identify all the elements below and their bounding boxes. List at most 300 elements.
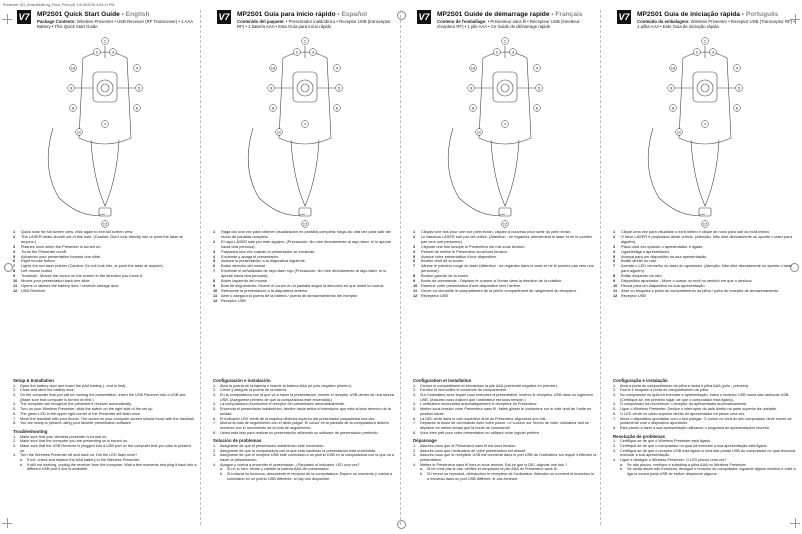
step-text: The green LED in the upper right corner of the Presenter will flash once. [20, 411, 141, 416]
part-number: 9 [413, 278, 416, 284]
step-number: 4. [413, 462, 417, 467]
list-item [413, 393, 597, 402]
svg-text:10: 10 [270, 65, 276, 71]
step-text: Fermez et verrouillez le couvercle du compartiment. [420, 388, 508, 393]
step-number: 4. [613, 402, 617, 407]
part-description: Quick slow for full screen view, click again to exit full screen view [21, 229, 133, 234]
svg-text:8: 8 [271, 105, 275, 111]
step-text: If still not working, unplug the receiver from the computer. Wait a few moments and plug it back into a different USB port if one is available. [27, 462, 197, 472]
setup-section [413, 378, 597, 482]
svg-text:11: 11 [76, 129, 82, 135]
list-item [613, 417, 797, 426]
step-number: b. [420, 472, 424, 477]
step-number: 3. [213, 393, 217, 397]
guide-title: MP2S01 Guia de iniciação rápida - [637, 11, 745, 18]
step-text: Certifique-se de que o receptor USB está ligado a uma das portas USB do computador no qual tenciona executar a sua apresentação. [620, 448, 796, 458]
step-number: 5. [13, 407, 17, 412]
callout-11 [76, 129, 83, 136]
part-number: 4 [413, 248, 416, 254]
step-text: Usted está listo para realizar su presentación utilizando su software de presentación preferido. [220, 430, 379, 435]
step-text: Asegúrese de que el presentador inalámbrico esté encendido. [220, 443, 325, 448]
part-number: 5 [213, 258, 216, 264]
step-number: 8. [213, 430, 217, 435]
step-text: O computador irá reconhecer o receptor do apresentador automaticamente. [620, 402, 748, 407]
svg-text:9: 9 [69, 85, 73, 91]
callout-11 [276, 129, 283, 136]
part-number: 10 [213, 287, 218, 293]
presenter-tail [291, 140, 319, 206]
step-number: 1. [613, 383, 617, 388]
step-text: Asegúrese de que la computadora con la que está haciendo la presentación esté encendida. [220, 448, 376, 453]
step-text: Ligue e desligue o Wireless Presenter. O LED piscou uma vez? [620, 458, 727, 463]
part-description: Receptor USB [621, 292, 646, 298]
presenter-top-panel [293, 72, 317, 102]
part-number: 2 [413, 233, 416, 239]
setup-section [213, 378, 397, 482]
part-description: USB Receiver [21, 287, 46, 293]
part-number: 12 [413, 292, 418, 298]
package-contents-label: Package Contents: [37, 19, 76, 24]
part-description: Haga clic una vez para obtener visualización en pantalla completa; haga clic otra vez para salir del modo de pantalla completa [221, 229, 391, 239]
list-item [413, 453, 597, 462]
part-number: 12 [13, 287, 18, 293]
callout-8 [470, 105, 477, 112]
troubleshooting-heading: Dépannage [413, 438, 437, 444]
callout-12 [702, 221, 709, 228]
step-text: Abra a porta do compartimento da pilha e insira a pilha AAA (pólo - primeiro). [620, 383, 750, 388]
registration-mark [4, 263, 13, 272]
part-description: El rayo LÁSER sale por este agujero. (Precaución: No mire directamente al rayo láser, ni lo apunte hacia otra persona). [221, 238, 391, 249]
part-number: 8 [613, 273, 616, 279]
troubleshooting-heading: Solución de problemas [213, 438, 262, 444]
part-description: Boule de commande - Déplace le curseur à l'écran dans la direction de la rotation. [421, 278, 563, 284]
callout-2 [694, 49, 701, 56]
part-description: Advances your presentation forward one slide. [21, 253, 102, 259]
step-text: Move the trackball with your thumb. The cursor on your computer screen should move with the trackball. [20, 416, 195, 421]
step-text: Si l'erreur se reproduit, débranchez le récepteur de l'ordinateur. Attendez un moment et branchez-le à nouveau dans un port USB différent, le cas échéant. [427, 472, 595, 481]
svg-text:3: 3 [711, 49, 715, 55]
step-text: Certifique-se de que o Wireless Presenter está ligado. [620, 439, 711, 444]
svg-text:9: 9 [269, 85, 273, 91]
print-header: Presenter QG_AmeriMultiLng_Final_Print.pdf 1 8/19/2016 4:05:11 PM [3, 3, 115, 7]
part-description: Abre ou bloqueia a porta do compartimento da pilha / porta do receptor de armazenamento. [621, 287, 780, 293]
callout-10 [470, 65, 477, 72]
presenter-diagram [13, 28, 197, 228]
presenter-tail [91, 140, 119, 206]
svg-text:5: 5 [737, 85, 741, 91]
callout-9 [268, 85, 275, 92]
svg-text:1: 1 [103, 38, 107, 44]
list-item [413, 431, 597, 436]
list-item [413, 407, 597, 416]
svg-text:1: 1 [703, 38, 707, 44]
step-text: Mova o dispositivo apontador com o seu polegar. O cursor no ecrã do seu computador deve mover-se juntamente com o dispositivo apontador. [620, 416, 792, 426]
part-number: 11 [613, 287, 618, 293]
package-contents-text: • Presentador inalámbrico • Receptor USB (transceptor RF) • 1 batería AAA • Esta Guía para inicio rápido [237, 19, 391, 30]
part-description: Le faisceau LASER sort par cet orifice. (Attention : ne regardez directement le laser et ne le pointez pas vers une personne). [421, 233, 593, 244]
step-number: 3. [413, 393, 417, 397]
svg-text:3: 3 [111, 49, 115, 55]
callout-3 [110, 49, 117, 56]
step-text: Se não piscou, verifique e substitua a pilha AAA no Wireless Presenter. [627, 462, 747, 467]
step-number: 3. [613, 448, 617, 453]
part-description: Avance votre présentation d'une diapositive. [421, 253, 498, 259]
part-description: Dispositivo apontador - Move o cursor no ecrã no sentido em que o desloca. [621, 278, 753, 284]
step-text: If not, check and replace the AAA battery in the Wireless Presenter. [27, 458, 140, 463]
part-number: 12 [213, 297, 218, 303]
svg-text:4: 4 [535, 65, 539, 71]
step-number: 3. [213, 453, 217, 458]
part-number: 7 [613, 263, 616, 269]
step-text: Turn on your Wireless Presenter; slide the switch on the right side of the set up. [20, 407, 154, 412]
part-description: Botão direito do rato. [621, 258, 658, 264]
part-description: Ouvre ou verrouille le compartiment de la pile/le compartiment de rangement du récepteur. [421, 287, 577, 293]
step-text: Abra la puerta de la batería e inserte la batería AAA (el polo negativo primero). [220, 383, 352, 388]
step-number: 4. [413, 402, 417, 407]
callout-8 [670, 105, 677, 112]
step-text: Está pronto a fazer a sua apresentação utilizando o programa de apresentações favorito. [620, 425, 770, 430]
part-description: Botão esquerdo do rato. [621, 273, 663, 279]
part-number: 6 [413, 258, 416, 264]
part-description: Avanza la presentación a la diapositiva siguiente. [221, 258, 306, 264]
svg-text:4: 4 [335, 65, 339, 71]
usb-receiver-cable [648, 128, 705, 215]
svg-text:12: 12 [502, 221, 508, 227]
v7-logo: V7 [18, 12, 30, 22]
callout-9 [68, 85, 75, 92]
part-description: Récepteur USB [421, 292, 449, 298]
part-number: 2 [613, 233, 616, 239]
step-number: b. [220, 472, 224, 477]
step-number: 3. [613, 393, 617, 397]
step-number: a. [620, 462, 624, 467]
presenter-top-panel [493, 72, 517, 102]
part-description: Retrocede la presentación a la diapositiva anterior. [221, 287, 309, 293]
step-text: Open the battery door and insert the AAA battery (- end in first). [20, 383, 127, 388]
step-number: 1. [213, 383, 217, 388]
svg-text:8: 8 [71, 105, 75, 111]
part-description: Clique uma vez para visualizar o ecrã inteiro e clique de novo para sair do ecrã inteiro. [621, 229, 771, 234]
list-item [613, 393, 797, 402]
svg-text:3: 3 [311, 49, 315, 55]
step-number: 2. [413, 388, 417, 393]
v7-logo: V7 [618, 12, 630, 22]
svg-text:12: 12 [702, 221, 708, 227]
step-number: 2. [13, 439, 17, 444]
svg-text:4: 4 [135, 65, 139, 71]
step-text: Assurez-vous que l'ordinateur de votre présentation est allumé. [420, 448, 527, 453]
callout-4 [334, 65, 341, 72]
callout-2 [94, 49, 101, 56]
step-number: 1. [413, 443, 417, 448]
step-number: a. [220, 467, 224, 472]
part-number: 8 [13, 268, 16, 274]
svg-text:5: 5 [337, 85, 341, 91]
step-number: 1. [13, 383, 17, 388]
callout-7 [102, 121, 109, 128]
parts-list [213, 230, 397, 304]
list-item [13, 444, 197, 453]
part-description: Permet de mettre le Présenteur sous/hors tension. [421, 248, 508, 254]
list-item [413, 294, 597, 299]
step-text: La computadora reconocerá el receptor del presentador automáticamente. [220, 402, 346, 407]
package-contents-text: • Présenteur sans fil • Récepteur USB (émetteur-récepteur RF) • 1 pile AAA • Ce Guide de démarrage rapide [437, 19, 581, 30]
callout-4 [134, 65, 141, 72]
part-description: Liga/desliga o apresentador. [621, 248, 670, 254]
usb-receiver-cable [48, 128, 105, 215]
callout-11 [476, 129, 483, 136]
callout-11 [676, 129, 683, 136]
svg-text:11: 11 [476, 129, 482, 135]
step-text: Ligue o Wireless Presenter. Deslize o interruptor do lado direito na parte superior da unidade. [620, 407, 778, 412]
guide-column-portugues [613, 10, 797, 525]
guide-column-francais [413, 10, 597, 525]
step-number: 1. [213, 443, 217, 448]
guide-column-espanol [213, 10, 397, 525]
part-description: Opens or latches the battery door / receiver storage door [21, 282, 119, 288]
setup-section [613, 378, 797, 477]
callout-12 [102, 221, 109, 228]
trackball-icon [497, 80, 513, 96]
setup-heading: Setup & Installation [13, 378, 54, 383]
part-description: Right mouse button [21, 258, 55, 264]
step-number: 3. [13, 393, 17, 397]
svg-text:8: 8 [671, 105, 675, 111]
svg-text:8: 8 [471, 105, 475, 111]
trackball-icon [297, 80, 313, 96]
part-description: Pisca uma vez quando o apresentador é ligado. [621, 243, 704, 249]
part-number: 4 [13, 248, 16, 254]
part-description: Enciende el señalizador de rayo láser rojo (Precaución: No mire directamente al rayo láser, ni lo apunte hacia otra persona). [221, 268, 387, 279]
part-description: Moves your presentation back one slide. [21, 278, 91, 284]
part-number: 9 [13, 273, 16, 279]
list-item [413, 421, 597, 430]
callout-6 [334, 105, 341, 112]
package-contents-label: Conteúdo da embalagem: [637, 19, 690, 24]
callout-10 [270, 65, 277, 72]
list-item [13, 393, 197, 402]
step-text: Mueva la bola de seguimiento con el dedo pulgar. El cursor en la pantalla de la computadora deberá moverse con el movimiento de la bola de seguimiento. [220, 421, 389, 430]
svg-text:11: 11 [276, 129, 282, 135]
step-text: Make sure that the computer you are presenting on is turned on. [20, 439, 129, 444]
callout-3 [310, 49, 317, 56]
list-item [213, 407, 397, 416]
fold-line [400, 10, 401, 525]
part-number: 7 [213, 268, 216, 274]
part-description: Abre o asegura la puerta de la batería / puerta de almacenamiento del receptor [221, 292, 358, 298]
callout-4 [534, 65, 541, 72]
step-text: Make sure that the USB Receiver is plugged into a USB port on the computer that you plan to present on. [20, 443, 191, 453]
language-label: English [123, 11, 150, 18]
callout-1 [502, 38, 509, 45]
callout-8 [70, 105, 77, 112]
svg-text:4: 4 [735, 65, 739, 71]
part-number: 2 [213, 238, 216, 244]
list-item [613, 426, 797, 431]
part-description: The LASER beam shoots out of this hole. (Caution: Don't look directly into or point the laser at anyone.) [21, 233, 183, 244]
svg-text:6: 6 [335, 105, 339, 111]
part-description: Receptor USB [221, 297, 246, 303]
trackball-icon [697, 80, 713, 96]
guide-title: MP2S01 Guía para inicio rápido - [237, 11, 340, 18]
callout-9 [668, 85, 675, 92]
step-number: 4. [613, 458, 617, 463]
setup-heading: Configuración e instalación [213, 378, 271, 383]
step-number: b. [620, 467, 624, 472]
list-item [13, 421, 197, 426]
callout-12 [302, 221, 309, 228]
step-text: Apague y vuelva a encender el presentador. ¿Parpadeó el indicador LED una vez? [220, 462, 360, 467]
svg-text:6: 6 [135, 105, 139, 111]
step-text: Certifique-se de que o computador no qual irá executar a sua apresentação está ligado. [620, 443, 768, 448]
v7-logo: V7 [218, 12, 230, 22]
step-number: 5. [213, 407, 217, 412]
page-title [37, 11, 150, 18]
part-number: 6 [13, 258, 16, 264]
step-text: Si tel n'est pas le cas, vérifiez et remplacez la pile AAA du Présenteur sans fil. [427, 467, 558, 472]
step-text: L'ordinateur reconnaîtra automatiquement le récepteur du Présenteur. [420, 402, 538, 407]
part-description: Bouton gauche de la souris [421, 273, 469, 279]
step-text: Turn the Wireless Presenter off and back on. Did the LED flash once? [20, 453, 138, 458]
usb-receiver-cable [448, 128, 505, 215]
step-text: Encienda el presentador inalámbrico; deslice hacia arriba el interruptor que está al lado derecho de la unidad. [220, 407, 391, 416]
callout-10 [70, 65, 77, 72]
step-number: 3. [13, 443, 17, 448]
setup-section [13, 378, 197, 472]
part-number: 8 [213, 278, 216, 284]
parts-list [613, 230, 797, 299]
callout-12 [502, 221, 509, 228]
callout-7 [302, 121, 309, 128]
part-number: 1 [213, 229, 216, 234]
svg-text:5: 5 [537, 85, 541, 91]
step-text: Mettez le Présenteur sans fil hors et sous tension. Est-ce que la DEL clignote une fois ? [420, 462, 568, 467]
package-contents-text: Wireless Presenter • USB Receiver (RF Transceiver) • 1 AAA Battery • This Quick Start Guide [37, 19, 193, 30]
part-description: O feixe LASER é projectado deste orifício. (Atenção: Não olhe directamente ou aponte o laser para alguém). [621, 233, 792, 244]
step-number: 4. [213, 402, 217, 407]
callout-7 [502, 121, 509, 128]
step-number: 3. [413, 453, 417, 458]
parts-list [413, 230, 597, 299]
part-number: 8 [413, 273, 416, 279]
callout-9 [468, 85, 475, 92]
svg-text:12: 12 [102, 221, 108, 227]
registration-mark [397, 520, 406, 529]
part-number: 5 [613, 253, 616, 259]
part-number: 3 [13, 243, 16, 249]
part-number: 2 [13, 233, 16, 239]
step-text: El indicador LED verde de la esquina derecha superior del presentador parpadeará una vez. [220, 416, 376, 421]
part-number: 6 [613, 258, 616, 264]
step-text: Se ainda assim não funcionar, desligue o receptor do computador. Aguarde alguns minutos e volte a ligá-lo noutra porta USB se estiver disponível alguma. [627, 467, 796, 477]
svg-text:11: 11 [676, 129, 682, 135]
part-description: Parpadea una vez cuando el presentador se enciende. [221, 248, 316, 254]
guide-title: MP2S01 Quick Start Guide - [37, 11, 124, 18]
part-number: 1 [13, 229, 16, 234]
step-number: 7. [413, 421, 417, 426]
step-number: 4. [13, 402, 17, 407]
list-item [213, 453, 397, 462]
language-label: Português [744, 11, 779, 18]
step-number: 1. [413, 383, 417, 388]
step-number: 2. [413, 448, 417, 453]
part-description: Bola de seguimiento: Mueve el cursor en la pantalla según la dirección en que usted la mueva. [221, 282, 385, 288]
part-number: 10 [613, 282, 618, 288]
presenter-body [476, 52, 531, 144]
step-number: 2. [613, 443, 617, 448]
step-number: 6. [413, 416, 417, 421]
svg-text:3: 3 [511, 49, 515, 55]
troubleshooting-heading: Resolução de problemas [613, 433, 665, 439]
list-item [213, 393, 397, 402]
step-number: 2. [613, 388, 617, 393]
v7-logo: V7 [418, 12, 430, 22]
package-contents-label: Contenido del paquete: [237, 19, 285, 24]
svg-text:1: 1 [503, 38, 507, 44]
language-label: Español [339, 11, 368, 18]
parts-list [13, 230, 197, 294]
step-text: Cierre y asegure la puerta de la batería. [220, 388, 288, 393]
part-number: 7 [413, 263, 416, 269]
package-contents-label: Contenu de l'emballage: [437, 19, 487, 24]
fold-line [200, 10, 201, 525]
part-number: 11 [413, 287, 418, 293]
svg-text:10: 10 [670, 65, 676, 71]
step-text: Si no lo hizo, revise y cambie la batería AAA del presentador. [227, 467, 330, 472]
svg-text:10: 10 [470, 65, 476, 71]
part-description: Acende o LED vermelho do laser do apontador. (Atenção: Não olhe directamente ou aponte o laser para alguém). [621, 263, 793, 274]
svg-text:9: 9 [469, 85, 473, 91]
part-number: 5 [13, 253, 16, 259]
callout-3 [710, 49, 717, 56]
step-number: 8. [413, 430, 417, 435]
step-text: Déplacez la boule de commande avec votre pouce. Le curseur sur l'écran de votre ordinateur doit se déplacer en même temps que la boule de commande. [420, 421, 589, 430]
list-item [13, 463, 197, 472]
svg-text:5: 5 [137, 85, 141, 91]
step-number: a. [420, 467, 424, 472]
callout-6 [534, 105, 541, 112]
part-number: 12 [613, 292, 618, 298]
step-number: 8. [13, 421, 17, 426]
list-item [613, 294, 797, 299]
part-description: Avança para um diapositivo na sua apresentação. [621, 253, 708, 259]
step-number: 8. [613, 425, 617, 430]
step-text: Mettez sous tension votre Présenteur sans fil ; faites glisser le contacteur sur le côté droit de l'unité en position haute. [420, 407, 592, 416]
presenter-body [76, 52, 131, 144]
list-item [213, 472, 397, 481]
part-number: 1 [613, 229, 616, 234]
step-text: Close and latch the battery door. [20, 388, 75, 393]
step-text: En la computadora con la que va a hacer la presentación, inserte el receptor USB dentro de una ranura USB. (Asegúrese primero de que la computadora esté encendida.) [220, 393, 394, 402]
list-item [213, 299, 397, 304]
step-number: 1. [13, 434, 17, 439]
part-description: Recua para um diapositivo na sua apresentação. [621, 282, 706, 288]
presenter-top-panel [93, 72, 117, 102]
part-description: Ramène votre présentation d'une diapositive vers l'arrière. [421, 282, 522, 288]
step-text: Feche e bloqueie a porta do compartimento da pilha. [620, 388, 709, 393]
callout-5 [736, 85, 743, 92]
setup-heading: Configuração e instalação [613, 378, 668, 383]
step-number: 7. [13, 416, 17, 421]
callout-6 [734, 105, 741, 112]
step-number: 5. [413, 407, 417, 412]
step-number: 7. [213, 421, 217, 426]
part-number: 4 [613, 248, 616, 254]
part-description: Bouton droit de la souris. [421, 258, 465, 264]
part-number: 7 [13, 263, 16, 269]
step-number: 6. [13, 411, 17, 416]
list-item [213, 431, 397, 436]
